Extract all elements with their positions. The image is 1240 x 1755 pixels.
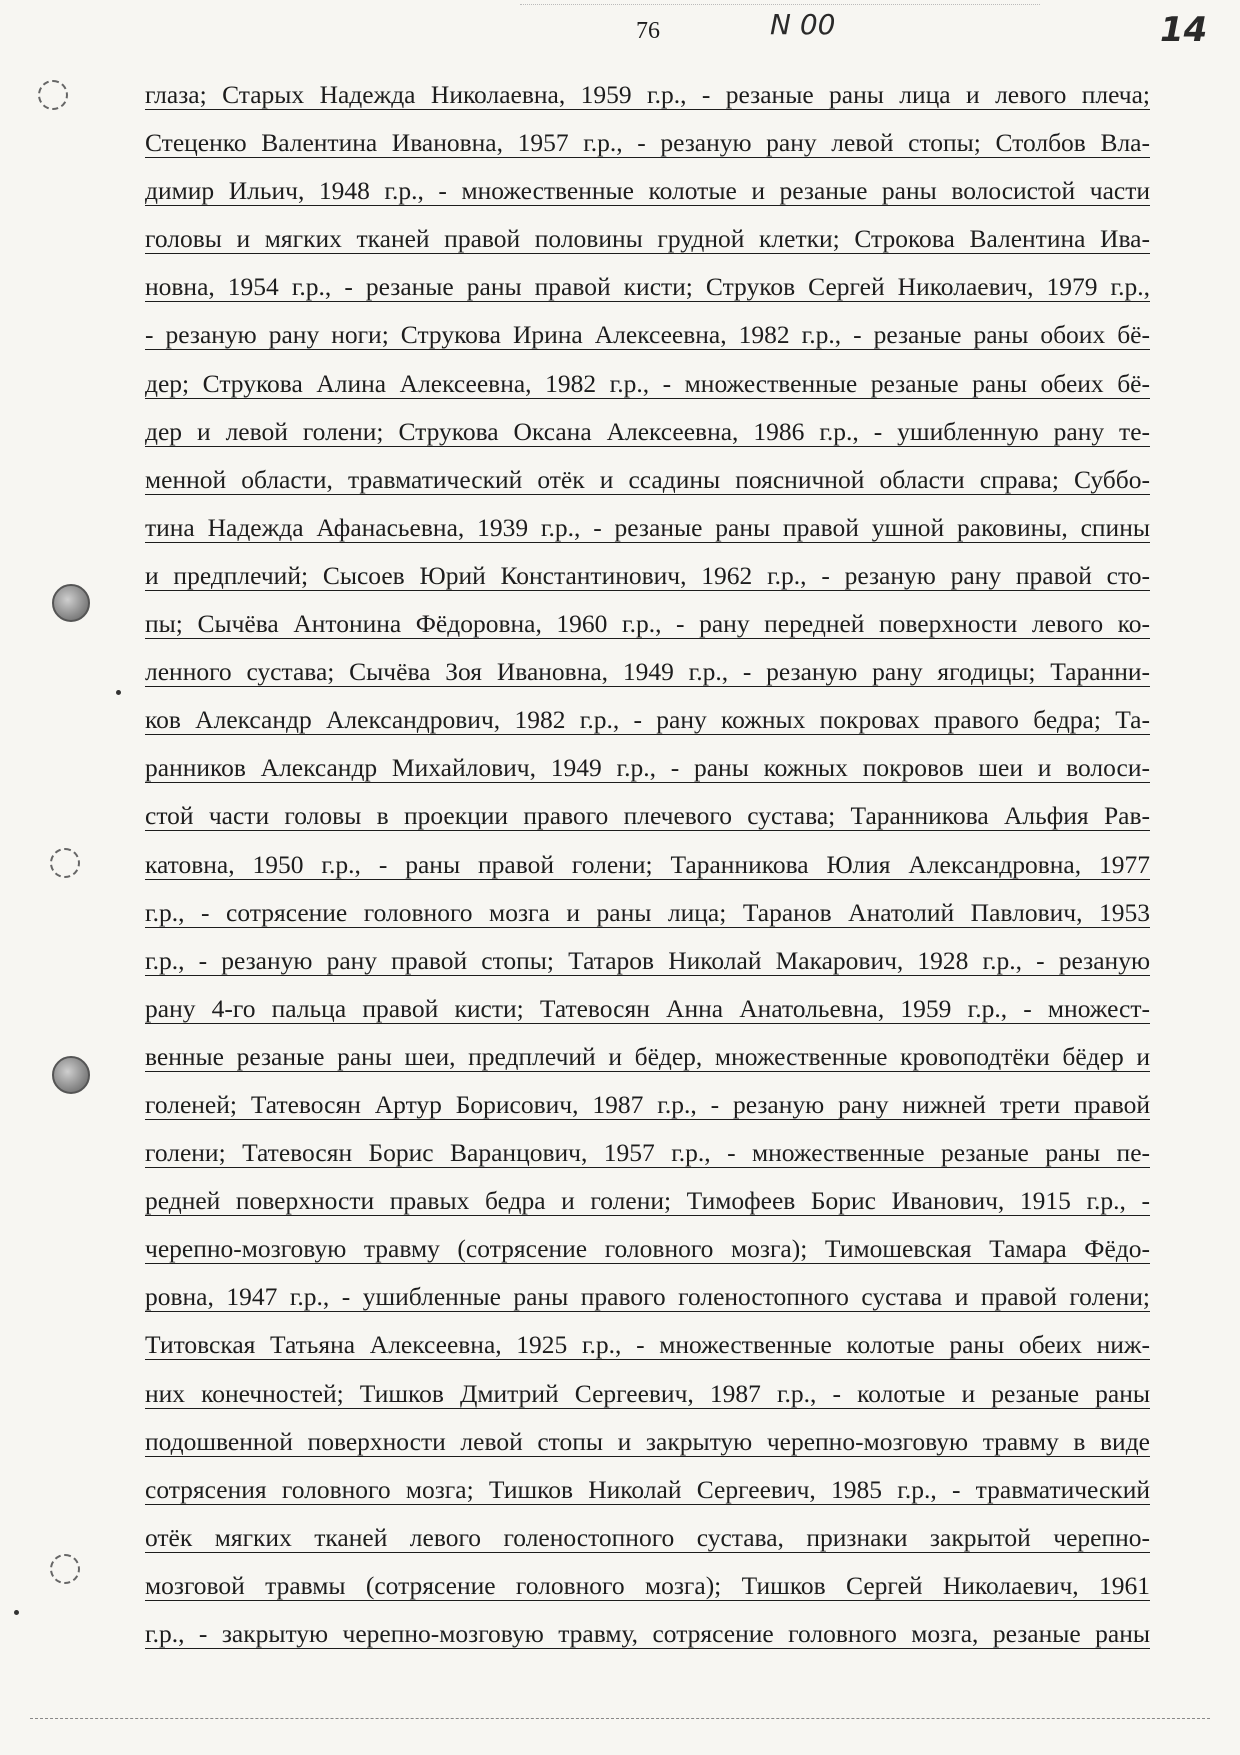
text-line <box>145 174 1150 222</box>
text-line-content: катовна, 1950 г.р., - раны правой голени; Таранникова Юлия Александровна, 1977 <box>145 849 1150 879</box>
text-line <box>145 1040 1150 1088</box>
text-line <box>145 415 1150 463</box>
text-line-content: тина Надежда Афанасьевна, 1939 г.р., - резаные раны правой ушной раковины, спины <box>145 512 1150 542</box>
text-line <box>145 511 1150 559</box>
text-line-content: пы; Сычёва Антонина Фёдоровна, 1960 г.р., - рану передней поверхности левого ко- <box>145 609 1150 639</box>
text-line <box>145 799 1150 847</box>
text-line <box>145 655 1150 703</box>
text-line <box>145 992 1150 1040</box>
text-line-content: голеней; Татевосян Артур Борисович, 1987 г.р., - резаную рану нижней трети правой <box>145 1089 1150 1119</box>
text-line <box>145 1088 1150 1136</box>
text-line <box>145 126 1150 174</box>
text-line-content: г.р., - сотрясение головного мозга и раны лица; Таранов Анатолий Павлович, 1953 <box>145 897 1150 927</box>
punch-hole-mark <box>38 80 68 110</box>
text-line <box>145 751 1150 799</box>
scan-speck <box>14 1610 19 1615</box>
text-line-content: черепно-мозговую травму (сотрясение головного мозга); Тимошевская Тамара Фёдо- <box>145 1234 1150 1264</box>
document-body <box>145 78 1150 1665</box>
text-line-content: г.р., - резаную рану правой стопы; Татаров Николай Макарович, 1928 г.р., - резаную <box>145 945 1150 975</box>
text-line-content: глаза; Старых Надежда Николаевна, 1959 г.р., - резаные раны лица и левого плеча; <box>145 80 1150 109</box>
text-line <box>145 1377 1150 1425</box>
text-line-content: димир Ильич, 1948 г.р., - множественные колотые и резаные раны волосистой части <box>145 176 1150 206</box>
text-line <box>145 1280 1150 1328</box>
text-line-content: стой части головы в проекции правого плечевого сустава; Таранникова Альфия Рав- <box>145 801 1150 831</box>
text-line-content: сотрясения головного мозга; Тишков Николай Сергеевич, 1985 г.р., - травматический <box>145 1474 1150 1504</box>
text-line <box>145 318 1150 366</box>
text-line-content: дер и левой голени; Струкова Оксана Алексеевна, 1986 г.р., - ушибленную рану те- <box>145 416 1150 446</box>
text-line <box>145 703 1150 751</box>
text-line <box>145 78 1150 126</box>
text-line <box>145 1328 1150 1376</box>
text-line-content: Стеценко Валентина Ивановна, 1957 г.р., - резаную рану левой стопы; Столбов Вла- <box>145 128 1150 158</box>
text-line <box>145 848 1150 896</box>
punch-hole-mark <box>50 1554 80 1584</box>
text-line <box>145 1136 1150 1184</box>
punch-hole-mark <box>52 584 90 622</box>
text-line <box>145 896 1150 944</box>
text-line <box>145 1425 1150 1473</box>
text-line-content: ровна, 1947 г.р., - ушибленные раны правого голеностопного сустава и правой голени; <box>145 1282 1150 1312</box>
text-line-content: головы и мягких тканей правой половины грудной клетки; Строкова Валентина Ива- <box>145 224 1150 254</box>
text-line <box>145 1569 1150 1617</box>
text-line-content: и предплечий; Сысоев Юрий Константинович, 1962 г.р., - резаную рану правой сто- <box>145 560 1150 590</box>
text-line-content: - резаную рану ноги; Струкова Ирина Алексеевна, 1982 г.р., - резаные раны обоих бё- <box>145 320 1150 350</box>
text-line-content: рану 4-го пальца правой кисти; Татевосян Анна Анатольевна, 1959 г.р., - множест- <box>145 993 1150 1023</box>
text-line <box>145 1521 1150 1569</box>
text-line <box>145 270 1150 318</box>
text-line-content: ков Александр Александрович, 1982 г.р., - рану кожных покровах правого бедра; Та- <box>145 705 1150 735</box>
text-line-content: подошвенной поверхности левой стопы и закрытую черепно-мозговую травму в виде <box>145 1426 1150 1456</box>
handwritten-reference: N 00 <box>770 8 836 41</box>
text-line-content: менной области, травматический отёк и ссадины поясничной области справа; Суббо- <box>145 464 1150 494</box>
scan-speck <box>116 690 121 695</box>
text-line <box>145 1184 1150 1232</box>
handwritten-sheet-number: 14 <box>1160 10 1208 50</box>
punch-hole-mark <box>52 1056 90 1094</box>
text-line-content: венные резаные раны шеи, предплечий и бёдер, множественные кровоподтёки бёдер и <box>145 1041 1150 1071</box>
text-line <box>145 607 1150 655</box>
text-line-content: мозговой травмы (сотрясение головного мозга); Тишков Сергей Николаевич, 1961 <box>145 1570 1150 1600</box>
text-line <box>145 559 1150 607</box>
page-number: 76 <box>636 18 660 44</box>
text-line <box>145 1232 1150 1280</box>
text-line-content: редней поверхности правых бедра и голени; Тимофеев Борис Иванович, 1915 г.р., - <box>145 1186 1150 1216</box>
text-line-content: Титовская Татьяна Алексеевна, 1925 г.р., - множественные колотые раны обеих ниж- <box>145 1330 1150 1360</box>
text-line-content: ранников Александр Михайлович, 1949 г.р., - раны кожных покровов шеи и волоси- <box>145 753 1150 783</box>
text-line <box>145 1473 1150 1521</box>
text-line-content: отёк мягких тканей левого голеностопного сустава, признаки закрытой черепно- <box>145 1522 1150 1552</box>
text-line <box>145 463 1150 511</box>
text-line-content: г.р., - закрытую черепно-мозговую травму, сотрясение головного мозга, резаные раны <box>145 1619 1150 1648</box>
text-line <box>145 944 1150 992</box>
text-line-content: голени; Татевосян Борис Варанцович, 1957 г.р., - множественные резаные раны пе- <box>145 1138 1150 1168</box>
scan-edge-line <box>30 1718 1210 1719</box>
text-line <box>145 222 1150 270</box>
text-line <box>145 367 1150 415</box>
text-line-content: них конечностей; Тишков Дмитрий Сергеевич, 1987 г.р., - колотые и резаные раны <box>145 1378 1150 1408</box>
text-line <box>145 1617 1150 1665</box>
text-line-content: дер; Струкова Алина Алексеевна, 1982 г.р., - множественные резаные раны обеих бё- <box>145 368 1150 398</box>
text-line-content: новна, 1954 г.р., - резаные раны правой кисти; Струков Сергей Николаевич, 1979 г.р., <box>145 272 1150 302</box>
text-line-content: ленного сустава; Сычёва Зоя Ивановна, 1949 г.р., - резаную рану ягодицы; Таранни- <box>145 657 1150 687</box>
punch-hole-mark <box>50 848 80 878</box>
